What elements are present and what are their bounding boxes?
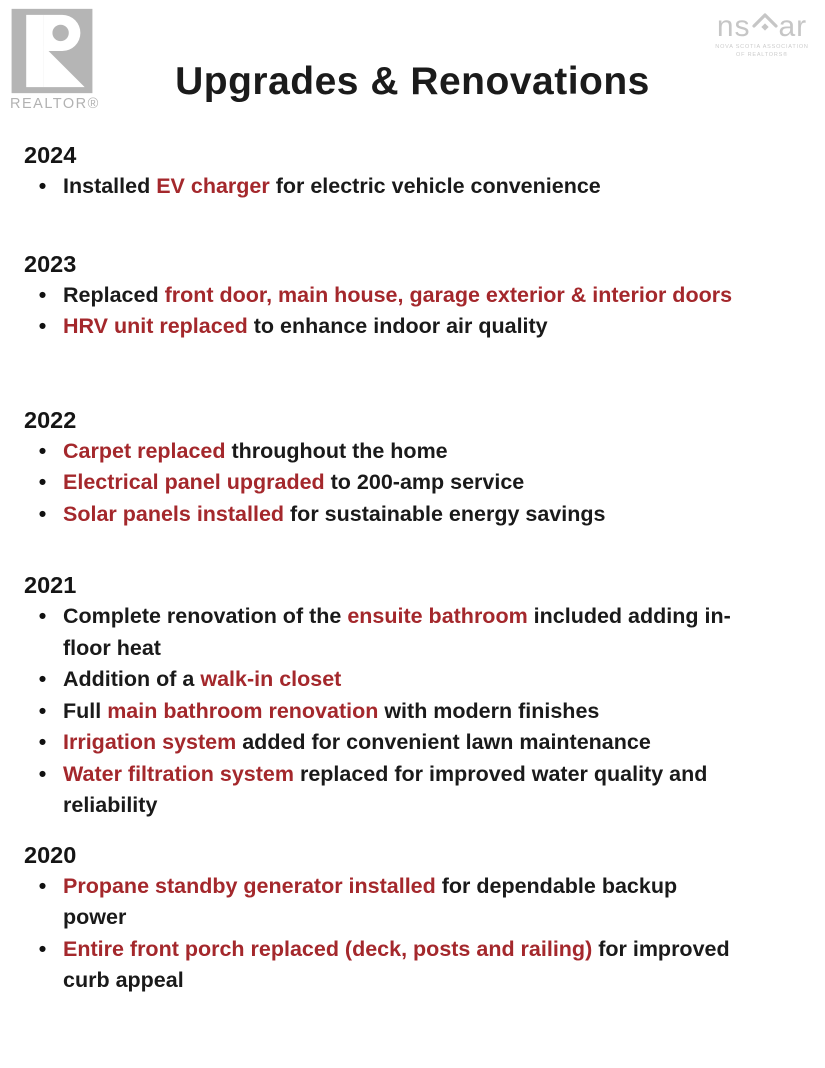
- bullet-marker: •: [38, 282, 47, 307]
- text-line: [63, 759, 707, 791]
- text-line: [63, 467, 524, 499]
- text-segment: for sustainable energy savings: [284, 501, 606, 526]
- text-segment: Installed: [63, 174, 157, 198]
- text-line: [63, 965, 730, 997]
- highlighted-text: Electrical panel upgraded: [63, 470, 325, 494]
- section-year: 2021: [24, 572, 77, 598]
- highlighted-text: Carpet replaced: [63, 438, 226, 463]
- item-text: [63, 871, 677, 934]
- list-item: [22, 467, 797, 499]
- section-year: 2020: [24, 841, 77, 868]
- list-item: [22, 696, 797, 728]
- item-text: [63, 467, 524, 499]
- bullet-marker: •: [38, 873, 47, 898]
- text-line: [63, 311, 548, 343]
- text-segment: with modern finishes: [378, 698, 600, 723]
- highlighted-text: EV charger: [156, 174, 270, 198]
- list-item: [22, 934, 797, 997]
- realtor-block-r-icon: [10, 8, 94, 94]
- bullet-marker: •: [38, 501, 47, 526]
- text-segment: added for convenient lawn maintenance: [236, 730, 651, 754]
- text-line: [63, 436, 448, 468]
- bullet-marker: •: [38, 936, 47, 961]
- item-text: [63, 280, 732, 312]
- text-segment: for improved: [592, 936, 730, 961]
- bullet-marker: •: [38, 698, 47, 723]
- text-line: [63, 871, 677, 903]
- highlighted-text: Entire front porch replaced (deck, posts and railing): [63, 936, 593, 961]
- text-segment: for electric vehicle convenience: [269, 174, 601, 198]
- nsaar-text-right: ar: [778, 10, 808, 43]
- list-item: [22, 871, 797, 934]
- item-text: [63, 934, 730, 997]
- bullet-marker: •: [38, 667, 47, 691]
- text-line: [63, 633, 731, 665]
- text-segment: throughout the home: [225, 438, 448, 463]
- bullet-marker: •: [38, 470, 47, 494]
- text-segment: curb appeal: [63, 968, 184, 992]
- item-text: [63, 436, 448, 468]
- item-text: [63, 311, 548, 343]
- text-segment: Complete renovation of the: [63, 604, 348, 628]
- highlighted-text: walk-in closet: [200, 667, 342, 691]
- highlighted-text: Solar panels installed: [63, 501, 285, 526]
- text-segment: replaced for improved water quality and: [293, 761, 708, 786]
- item-text: [63, 696, 599, 728]
- text-line: [63, 171, 601, 203]
- list-item: [22, 601, 797, 664]
- year-section: [22, 405, 797, 531]
- list-item: [22, 436, 797, 468]
- nsaar-subtitle-line1: NOVA SCOTIA ASSOCIATION: [715, 44, 809, 50]
- text-line: [63, 727, 651, 759]
- year-section: [22, 840, 797, 997]
- text-segment: to 200-amp service: [324, 470, 525, 494]
- nsaar-roof-icon: [752, 12, 778, 42]
- text-segment: Full: [63, 698, 108, 723]
- bullet-marker: •: [38, 604, 47, 628]
- list-item: [22, 311, 797, 343]
- page-title: Upgrades & Renovations: [175, 60, 650, 103]
- nsaar-subtitle-line2: OF REALTORS®: [736, 51, 788, 58]
- text-line: [63, 902, 677, 934]
- text-line: [63, 664, 341, 696]
- bullet-marker: •: [38, 438, 47, 463]
- year-section: [22, 570, 797, 822]
- bullet-marker: •: [38, 730, 47, 754]
- realtor-logo: [10, 8, 100, 112]
- bullet-marker: •: [38, 314, 47, 338]
- nsaar-text-left: ns: [716, 10, 751, 43]
- item-text: [63, 499, 605, 531]
- bullet-marker: •: [38, 174, 47, 198]
- list-item: [22, 759, 797, 822]
- item-text: [63, 759, 707, 822]
- list-item: [22, 499, 797, 531]
- list-item: [22, 727, 797, 759]
- text-segment: floor heat: [63, 635, 161, 660]
- bullet-marker: •: [38, 761, 47, 786]
- text-segment: Addition of a: [63, 667, 201, 691]
- list-item: [22, 171, 797, 203]
- highlighted-text: front door, main house, garage exterior & interior doors: [164, 282, 733, 307]
- text-line: [63, 790, 707, 822]
- text-segment: Replaced: [63, 282, 165, 307]
- nsaar-logo: [707, 12, 817, 59]
- text-line: [63, 696, 599, 728]
- year-section: [22, 249, 797, 343]
- text-line: [63, 601, 731, 633]
- text-line: [63, 499, 605, 531]
- text-line: [63, 934, 730, 966]
- section-year: 2023: [24, 250, 77, 277]
- highlighted-text: main bathroom renovation: [107, 698, 379, 723]
- item-text: [63, 727, 651, 759]
- text-segment: to enhance indoor air quality: [247, 314, 548, 338]
- text-line: [63, 280, 732, 312]
- upgrades-list: [0, 140, 825, 997]
- highlighted-text: ensuite bathroom: [347, 604, 528, 628]
- page-header: [0, 0, 825, 112]
- realtor-logo-label: REALTOR®: [10, 96, 100, 112]
- highlighted-text: Irrigation system: [63, 730, 237, 754]
- section-year: 2024: [24, 142, 77, 168]
- list-item: [22, 280, 797, 312]
- item-text: [63, 664, 341, 696]
- text-segment: reliability: [63, 793, 158, 817]
- highlighted-text: Water filtration system: [63, 761, 294, 786]
- text-segment: power: [63, 905, 127, 929]
- highlighted-text: HRV unit replaced: [63, 314, 248, 338]
- year-section: [22, 140, 797, 203]
- text-segment: for dependable backup: [435, 873, 678, 898]
- list-item: [22, 664, 797, 696]
- highlighted-text: Propane standby generator installed: [63, 873, 436, 898]
- item-text: [63, 171, 601, 203]
- item-text: [63, 601, 731, 664]
- section-year: 2022: [24, 406, 77, 433]
- text-segment: included adding in-: [527, 604, 731, 628]
